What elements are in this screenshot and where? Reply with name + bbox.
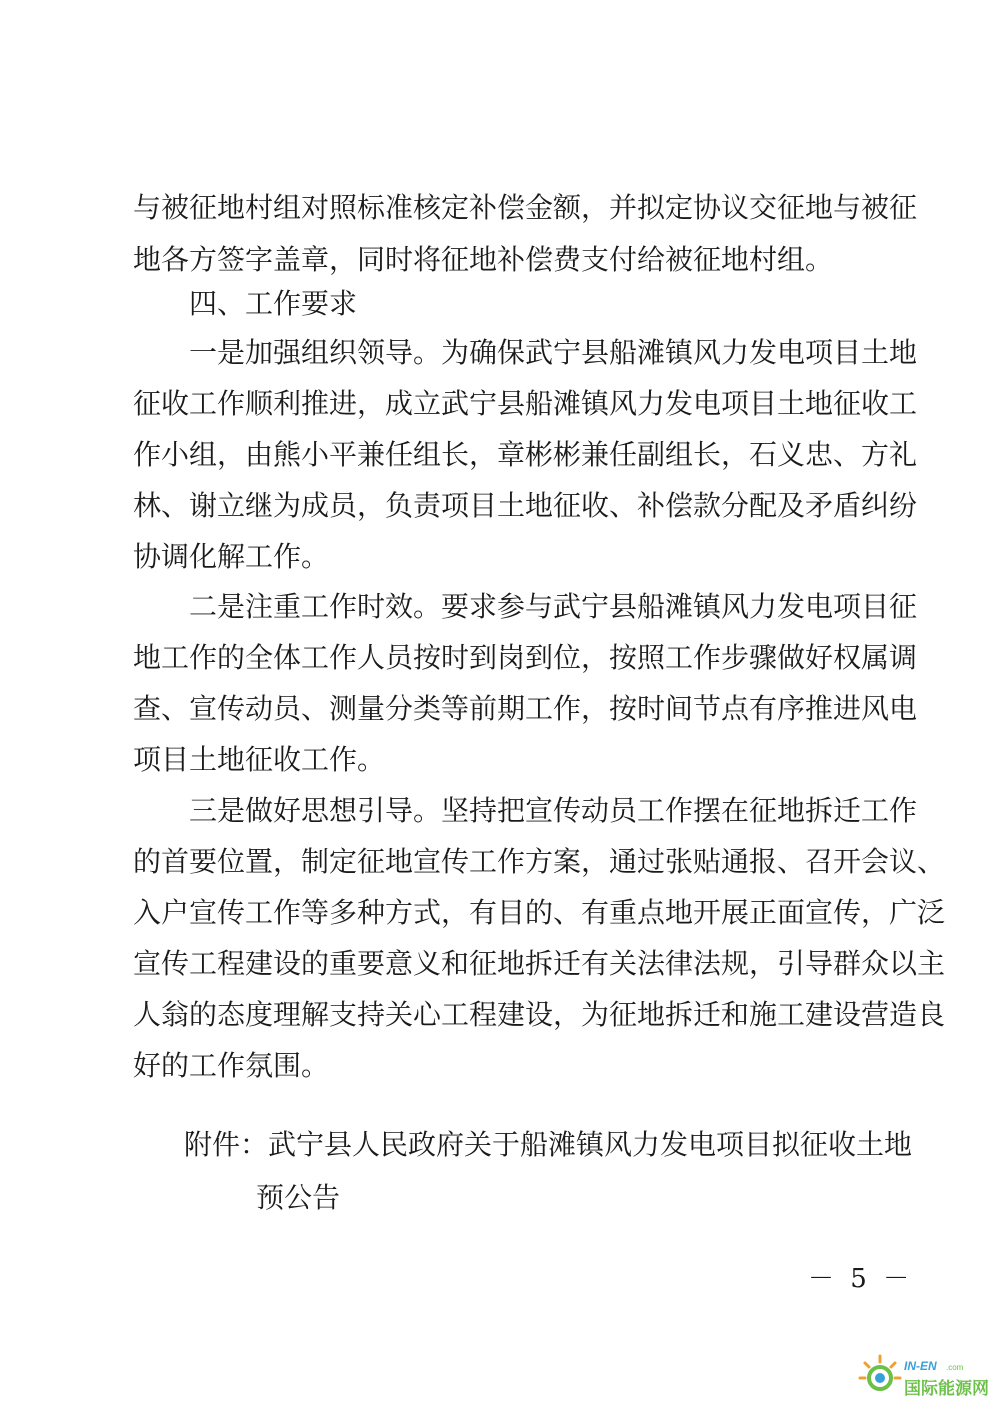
point-three-line-5: 人翁的态度理解支持关心工程建设，为征地拆迁和施工建设营造良 [133,998,946,1031]
point-one-line-3: 作小组，由熊小平兼任组长，章彬彬兼任副组长，石义忠、方礼 [133,438,918,471]
point-one-line-1 [189,333,918,373]
point-one-first-rest: 为确保武宁县船滩镇风力发电项目土地 [441,336,918,369]
point-one-line-4: 林、谢立继为成员，负责项目土地征收、补偿款分配及矛盾纠纷 [133,489,918,522]
point-one-line-5: 协调化解工作。 [133,540,330,573]
point-one-lead: 一是加强组织领导。 [189,336,442,369]
point-three-lead: 三是做好思想引导。 [189,794,442,827]
intro-line-2: 地各方签字盖章，同时将征地补偿费支付给被征地村组。 [133,243,834,276]
point-three-line-4: 宣传工程建设的重要意义和征地拆迁有关法律法规，引导群众以主 [133,947,946,980]
point-one-line-2: 征收工作顺利推进，成立武宁县船滩镇风力发电项目土地征收工 [133,387,918,420]
watermark-domain: .com [946,1363,964,1372]
point-three-line-1 [189,791,918,831]
point-three-line-6: 好的工作氛围。 [133,1049,330,1082]
point-three-first-rest: 坚持把宣传动员工作摆在征地拆迁工作 [441,794,918,827]
attachment-line-1 [184,1125,912,1165]
attachment-line-2: 预公告 [256,1181,341,1214]
section-heading: 四、工作要求 [189,287,358,320]
point-two-lead: 二是注重工作时效。 [189,590,442,623]
sun-logo-icon [858,1348,998,1408]
intro-line-1: 与被征地村组对照标准核定补偿金额，并拟定协议交征地与被征 [133,191,918,224]
point-two-first-rest: 要求参与武宁县船滩镇风力发电项目征 [441,590,918,623]
point-two-line-2: 地工作的全体工作人员按时到岗到位，按照工作步骤做好权属调 [133,641,918,674]
attachment-title-1: 武宁县人民政府关于船滩镇风力发电项目拟征收土地 [268,1128,913,1161]
watermark-logo [858,1348,998,1408]
watermark-brand-cn: 国际能源网 [904,1379,989,1399]
point-two-line-3: 查、宣传动员、测量分类等前期工作，按时间节点有序推进风电 [133,692,918,725]
point-three-line-2: 的首要位置，制定征地宣传工作方案，通过张贴通报、召开会议、 [133,845,946,878]
attachment-label: 附件： [184,1128,269,1161]
point-two-line-4: 项目土地征收工作。 [133,743,386,776]
point-two-line-1 [189,587,918,627]
watermark-brand-en: IN-EN [904,1359,937,1373]
page-number: － 5 － [808,1264,914,1294]
point-three-line-3: 入户宣传工作等多种方式，有目的、有重点地开展正面宣传，广泛 [133,896,946,929]
